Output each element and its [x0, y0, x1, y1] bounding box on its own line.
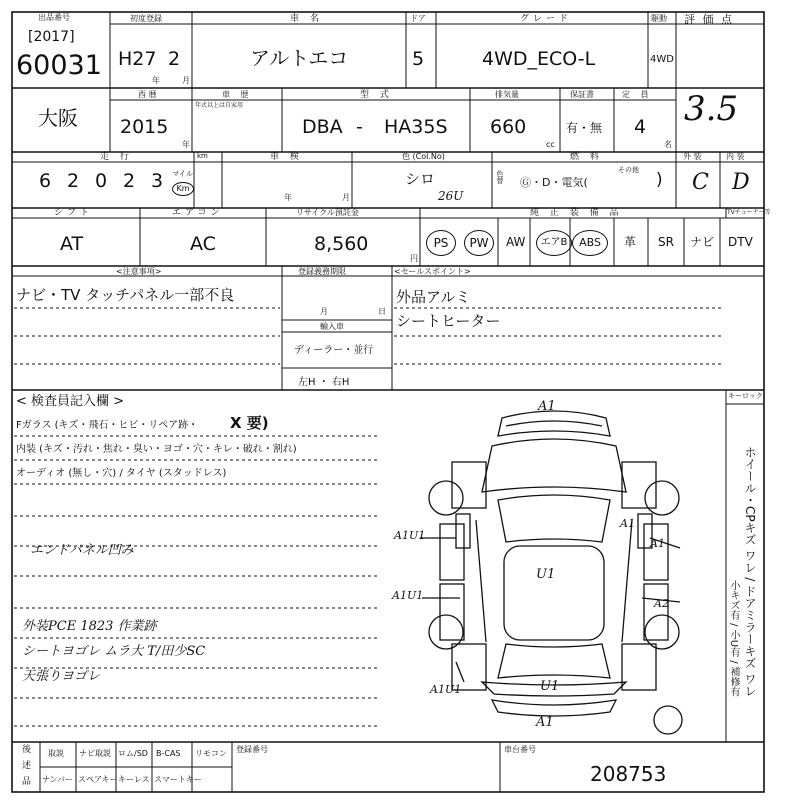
model-year-label: 西 暦	[138, 90, 157, 99]
equipment-pw: PW	[464, 230, 494, 256]
damage-mark: A1U1	[392, 589, 424, 602]
interior-line: 内装 (キズ・汚れ・焦れ・臭い・ヨゴ・穴・キレ・破れ・割れ)	[16, 444, 297, 455]
footer-item: スマートキー	[154, 775, 202, 784]
damage-mark: A1U1	[430, 683, 462, 696]
displacement-label: 排気量	[495, 90, 519, 99]
fuel-close: )	[656, 170, 663, 190]
damage-mark: A1	[620, 517, 635, 530]
sales-point: シートヒーター	[396, 312, 501, 330]
fuel-other: その他	[618, 166, 639, 174]
grade-label: グレード	[520, 14, 573, 24]
reg-no-label: 登録番号	[236, 745, 268, 754]
footer-item: B-CAS	[156, 749, 181, 758]
equipment-label: 純 正 装 備 品	[530, 208, 623, 218]
caution-text: ナビ・TV タッチパネル一部不良	[16, 286, 235, 304]
stamp-char: 品	[22, 777, 32, 787]
sales-label: <セールスポイント>	[394, 267, 471, 276]
damage-mark: U1	[540, 679, 560, 694]
damage-mark: A1U1	[394, 529, 426, 542]
import-value: ディーラー・並行	[294, 345, 374, 356]
door-label: ドア	[410, 14, 426, 23]
type-prefix: DBA	[302, 116, 343, 138]
hand-note: 天張りヨゴレ	[22, 669, 101, 684]
mileage-digit: 0	[94, 170, 108, 192]
stamp-char: 述	[22, 761, 32, 771]
damage-mark: A1	[650, 537, 665, 550]
caution-label: <注意事項>	[116, 267, 162, 276]
displacement: 660	[490, 116, 527, 138]
mileage-digit: 6	[38, 170, 52, 192]
model-year: 2015	[120, 116, 169, 138]
type-code: HA35S	[384, 116, 448, 138]
venue-label: 出品番号	[38, 13, 70, 22]
drive-label: 駆動	[651, 14, 667, 23]
sheet-year: [2017]	[28, 29, 75, 45]
inspector-title: < 検査員記入欄 >	[16, 394, 125, 409]
audio-line: オーディオ (無し・穴) / タイヤ (スタッドレス)	[16, 468, 227, 479]
equipment-dtv: DTV	[728, 235, 753, 249]
car-name: アルトエコ	[250, 46, 349, 70]
warranty-label: 保証書	[570, 90, 594, 99]
reg-month: 月	[320, 307, 328, 316]
footer-item: 取説	[48, 749, 64, 758]
type-dash: -	[356, 116, 363, 138]
lot-number: 60031	[16, 50, 102, 81]
steer-value: 左H ・ 右H	[298, 377, 350, 388]
damage-mark: A2	[654, 597, 669, 610]
mileage-label: 走 行	[100, 152, 133, 162]
side-legend-2: 小キズ有 / 小U有 / 補修有	[728, 580, 739, 697]
equipment-ps: PS	[426, 230, 456, 256]
equipment-navi: ナビ	[690, 235, 715, 249]
eval-label: 評 価 点	[684, 13, 734, 26]
footer-item: キーレス	[118, 775, 150, 784]
first-reg-month: 2	[168, 48, 181, 70]
inspection-month-unit: 月	[342, 193, 350, 202]
color-change-label: 色替	[496, 170, 504, 184]
equipment-row	[420, 226, 764, 260]
footer-item: ナンバー	[42, 775, 74, 784]
chassis-label: 車台番号	[504, 745, 536, 754]
hand-note: エンドパネル凹み	[30, 543, 134, 558]
footer-item: ナビ取説	[79, 749, 111, 758]
tuner-label: TVチューナー等	[727, 209, 771, 216]
mileage-digit: 2	[66, 170, 80, 192]
interior-label: 内 装	[726, 152, 745, 161]
reg-day: 日	[378, 307, 386, 316]
grade: 4WD_ECO-L	[482, 48, 596, 70]
first-reg-label: 初度登録	[130, 14, 162, 23]
shift: AT	[60, 233, 84, 255]
mileage-digits	[34, 172, 168, 191]
equipment-airbag: エアB	[536, 230, 572, 256]
warranty: 有・無	[566, 121, 603, 135]
score: 3.5	[684, 89, 739, 129]
side-legend: ホイール・CPキズ ワレ / ドアミラーキズ ワレ	[743, 446, 757, 697]
equipment-abs: ABS	[572, 230, 608, 256]
inspection-label: 車 検	[270, 152, 303, 162]
hand-note: シートヨゴレ ムラ大 T/田少SC	[22, 644, 206, 659]
color-label: 色 (Col.No)	[402, 152, 445, 161]
category-label: 車 歴	[222, 90, 253, 99]
import-label: 輸入車	[320, 322, 344, 331]
glass-x: X 要)	[230, 414, 269, 432]
category-note: 年式以上は自家用	[195, 102, 244, 109]
equipment-aw: AW	[506, 235, 526, 249]
damage-mark: U1	[536, 567, 556, 582]
equipment-leather: 革	[624, 235, 637, 249]
exterior-grade: C	[692, 170, 709, 195]
interior-grade: D	[732, 170, 750, 195]
stamp-char: 後	[22, 745, 32, 755]
km-unit: Km	[172, 182, 194, 196]
type-label: 型 式	[360, 90, 393, 100]
km-label: km	[197, 152, 208, 160]
inspection-year-unit: 年	[284, 193, 292, 202]
footer-item: ロム/SD	[118, 749, 148, 758]
reg-deadline-label: 登録義務期限	[298, 267, 346, 276]
shift-label: シフト	[54, 208, 94, 218]
mileage-digit: 3	[150, 170, 164, 192]
color-code: 26U	[438, 189, 464, 203]
exterior-label: 外 装	[683, 152, 702, 161]
year-unit: 年	[152, 76, 160, 85]
first-reg-era: H27	[118, 48, 157, 70]
equipment-sr: SR	[658, 235, 674, 249]
footer-item: リモコン	[195, 749, 227, 758]
recycle-label: リサイクル預託金	[296, 208, 359, 217]
keylock-label: キーロック	[728, 392, 763, 400]
region: 大阪	[38, 106, 78, 130]
model-year-unit: 年	[182, 140, 190, 149]
car-name-label: 車 名	[290, 14, 323, 24]
yen-unit: 円	[410, 254, 418, 263]
hand-note: 外装PCE 1823 作業跡	[22, 619, 157, 634]
mileage-digit: 2	[122, 170, 136, 192]
sales-point: 外品アルミ	[396, 288, 471, 306]
recycle-fee: 8,560	[314, 233, 369, 255]
mile-unit: マイル	[172, 170, 193, 178]
glass-line: Fガラス (キズ・飛石・ヒビ・リペア跡・	[16, 420, 199, 431]
color: シロ	[405, 170, 436, 188]
damage-mark: A1	[538, 399, 556, 414]
ac-label: エアコン	[172, 208, 224, 218]
damage-mark: A1	[536, 715, 554, 730]
drive: 4WD	[650, 54, 674, 65]
fuel-options: Ⓖ・D・電気(	[520, 176, 588, 189]
capacity-label: 定 員	[622, 90, 653, 99]
month-unit: 月	[182, 76, 190, 85]
chassis-number: 208753	[590, 762, 667, 786]
capacity-unit: 名	[664, 140, 672, 149]
footer-item: スペアキー	[78, 775, 118, 784]
capacity: 4	[634, 116, 647, 138]
fuel-label: 燃 料	[570, 152, 603, 162]
cc-unit: cc	[546, 140, 555, 149]
doors: 5	[412, 48, 425, 70]
ac: AC	[190, 233, 216, 255]
